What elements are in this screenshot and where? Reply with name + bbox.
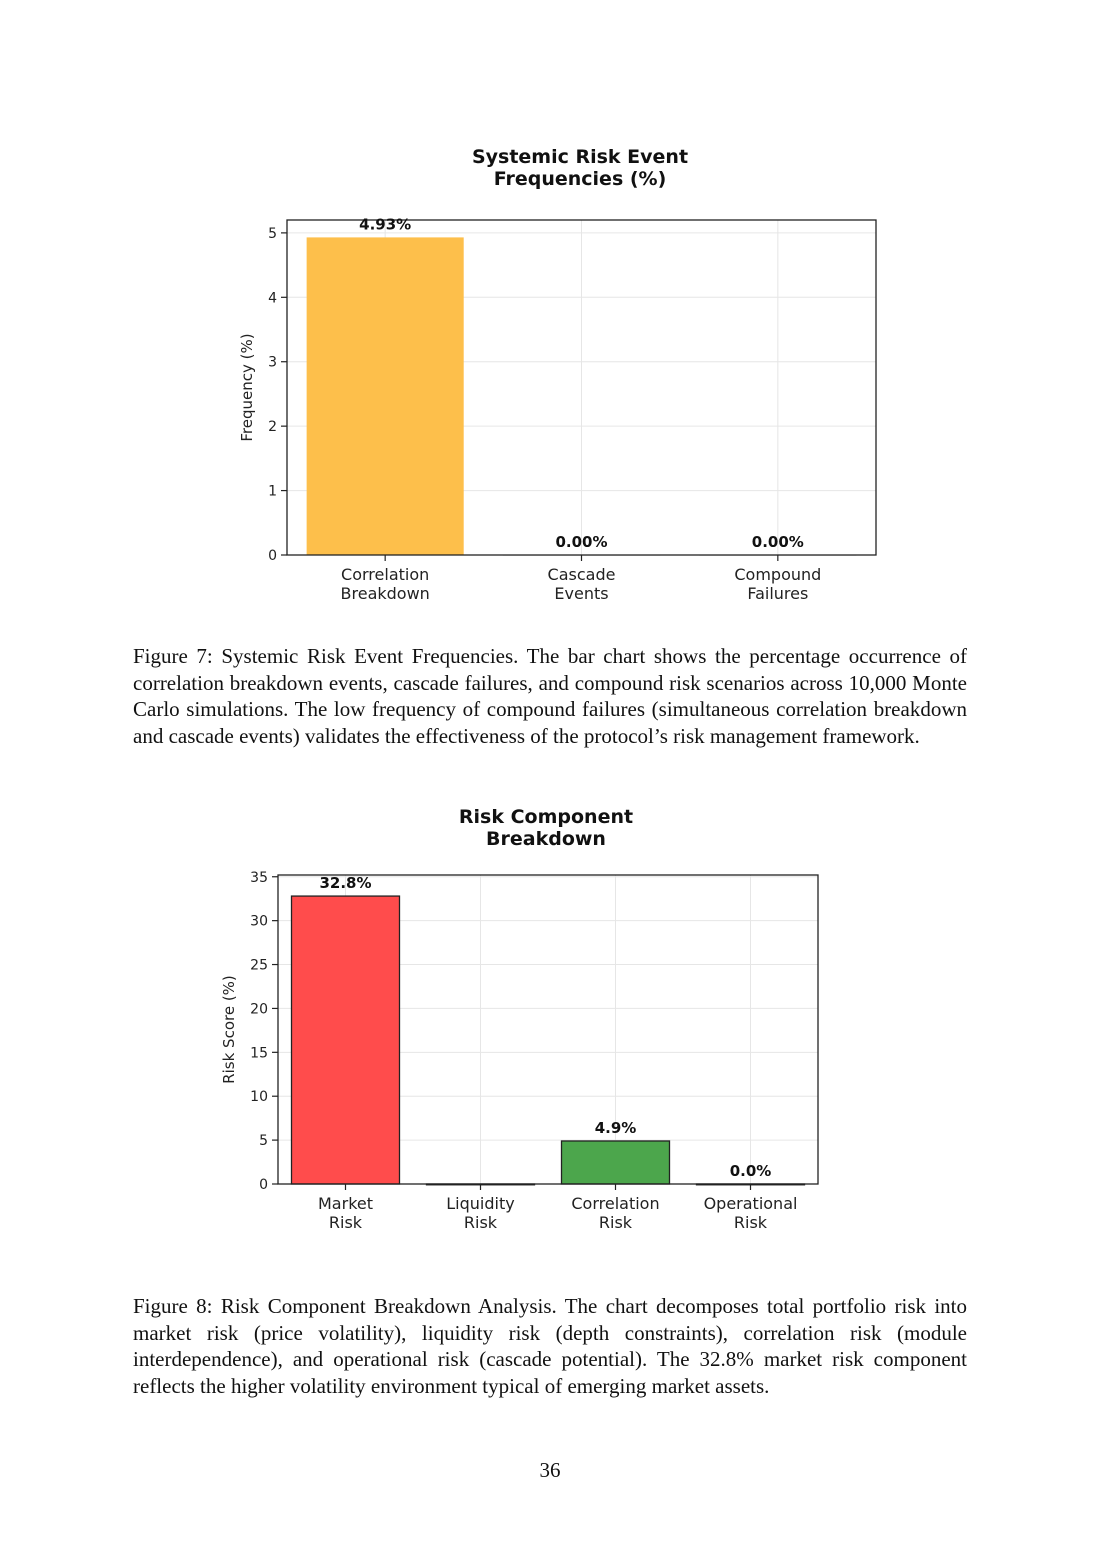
- x-tick-label: Liquidity: [446, 1194, 515, 1213]
- data-label: 4.9%: [594, 1118, 637, 1137]
- chart1-title: Systemic Risk Event Frequencies (%): [471, 146, 689, 190]
- y-axis-label: Frequency (%): [238, 333, 256, 442]
- x-tick-label: Breakdown: [340, 584, 430, 603]
- y-tick-label: 1: [268, 483, 277, 500]
- bar: [292, 896, 400, 1184]
- page-number: 36: [539, 1458, 561, 1482]
- x-tick-label: Cascade: [547, 565, 616, 584]
- y-tick-label: 3: [268, 354, 277, 371]
- y-tick-label: 20: [250, 1001, 268, 1018]
- y-tick-label: 0: [259, 1177, 268, 1193]
- y-tick-label: 15: [250, 1045, 268, 1062]
- data-label: 0.00%: [555, 533, 608, 551]
- figure8-caption: Figure 8: Risk Component Breakdown Analysis. The chart decomposes total portfolio risk into market risk (price volatility), liquidity risk (depth constraints), correlation risk (module interdependence), and operational risk (cascade potential). The 32.8% market risk component reflects the higher volatility environment typical of emerging market assets.: [133, 1294, 967, 1398]
- figure7-caption: Figure 7: Systemic Risk Event Frequencies. The bar chart shows the percentage occurrence of correlation breakdown events, cascade failures, and compound risk scenarios across 10,000 Monte Carlo simulations. The low frequency of compound failures (simultaneous correlation breakdown and cascade events) validates the effectiveness of the protocol’s risk management framework.: [133, 644, 967, 748]
- x-tick-label: Market: [318, 1194, 373, 1213]
- x-tick-label: Correlation: [571, 1194, 660, 1213]
- y-tick-label: 0: [268, 548, 277, 564]
- x-tick-label: Correlation: [341, 565, 430, 584]
- y-tick-label: 5: [259, 1133, 268, 1150]
- x-tick-label: Risk: [733, 1213, 768, 1232]
- chart2-title: Risk Component Breakdown: [458, 806, 634, 850]
- y-tick-label: 4: [268, 290, 277, 307]
- bar: [562, 1141, 670, 1184]
- data-label: 0.00%: [751, 533, 804, 551]
- y-axis-label: Risk Score (%): [220, 975, 238, 1084]
- data-label: 0.0%: [729, 1162, 772, 1180]
- y-tick-label: 30: [250, 913, 268, 930]
- x-tick-label: Risk: [463, 1213, 498, 1232]
- y-tick-label: 35: [250, 869, 268, 886]
- x-tick-label: Events: [554, 584, 609, 603]
- data-label: 4.93%: [359, 215, 412, 234]
- x-tick-label: Risk: [598, 1213, 633, 1232]
- x-tick-label: Compound: [734, 565, 822, 584]
- x-tick-label: Failures: [747, 584, 809, 603]
- y-tick-label: 25: [250, 957, 268, 974]
- y-tick-label: 10: [250, 1089, 268, 1106]
- x-tick-label: Operational: [703, 1194, 798, 1213]
- y-tick-label: 5: [268, 225, 277, 242]
- data-label: 32.8%: [319, 874, 372, 893]
- y-tick-label: 2: [268, 419, 277, 436]
- x-tick-label: Risk: [328, 1213, 363, 1232]
